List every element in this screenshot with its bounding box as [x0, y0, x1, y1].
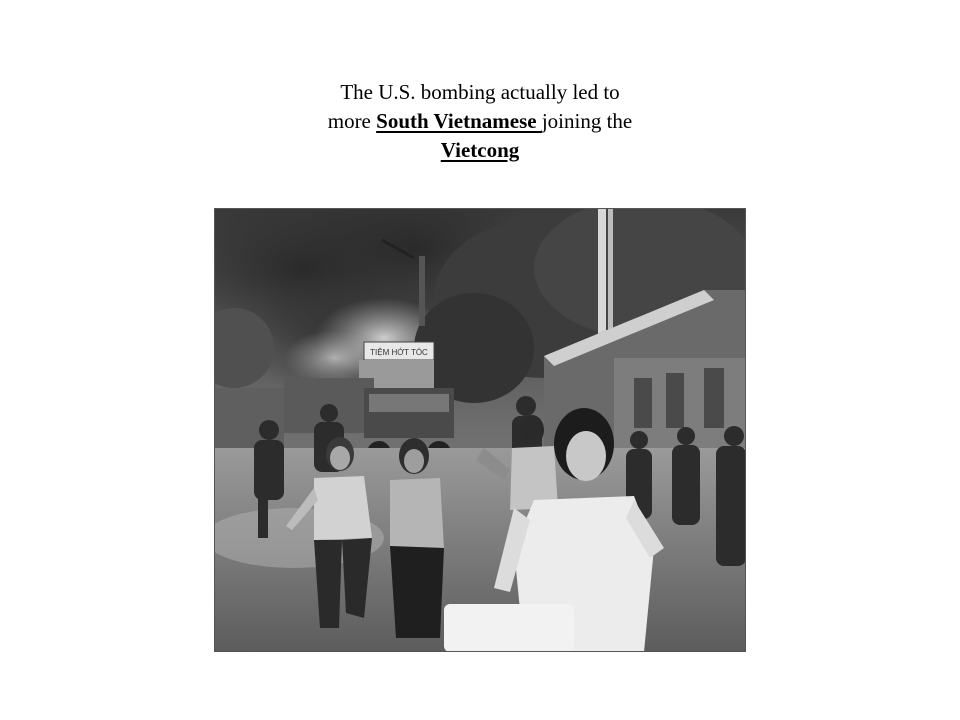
caption-text-joining: joining the [541, 109, 633, 133]
caption-line-3 [200, 136, 760, 165]
slide-caption [200, 78, 760, 165]
term-vietcong: Vietcong [440, 138, 520, 162]
historical-photo [214, 208, 746, 652]
shop-sign-text: TIỆM HỚT TÓC [370, 348, 428, 357]
caption-line-1: The U.S. bombing actually led to [340, 80, 620, 104]
term-south-vietnamese: South Vietnamese [376, 109, 542, 133]
photo-illustration [214, 208, 746, 652]
caption-line-2 [200, 107, 760, 136]
caption-text-more: more [327, 109, 377, 133]
